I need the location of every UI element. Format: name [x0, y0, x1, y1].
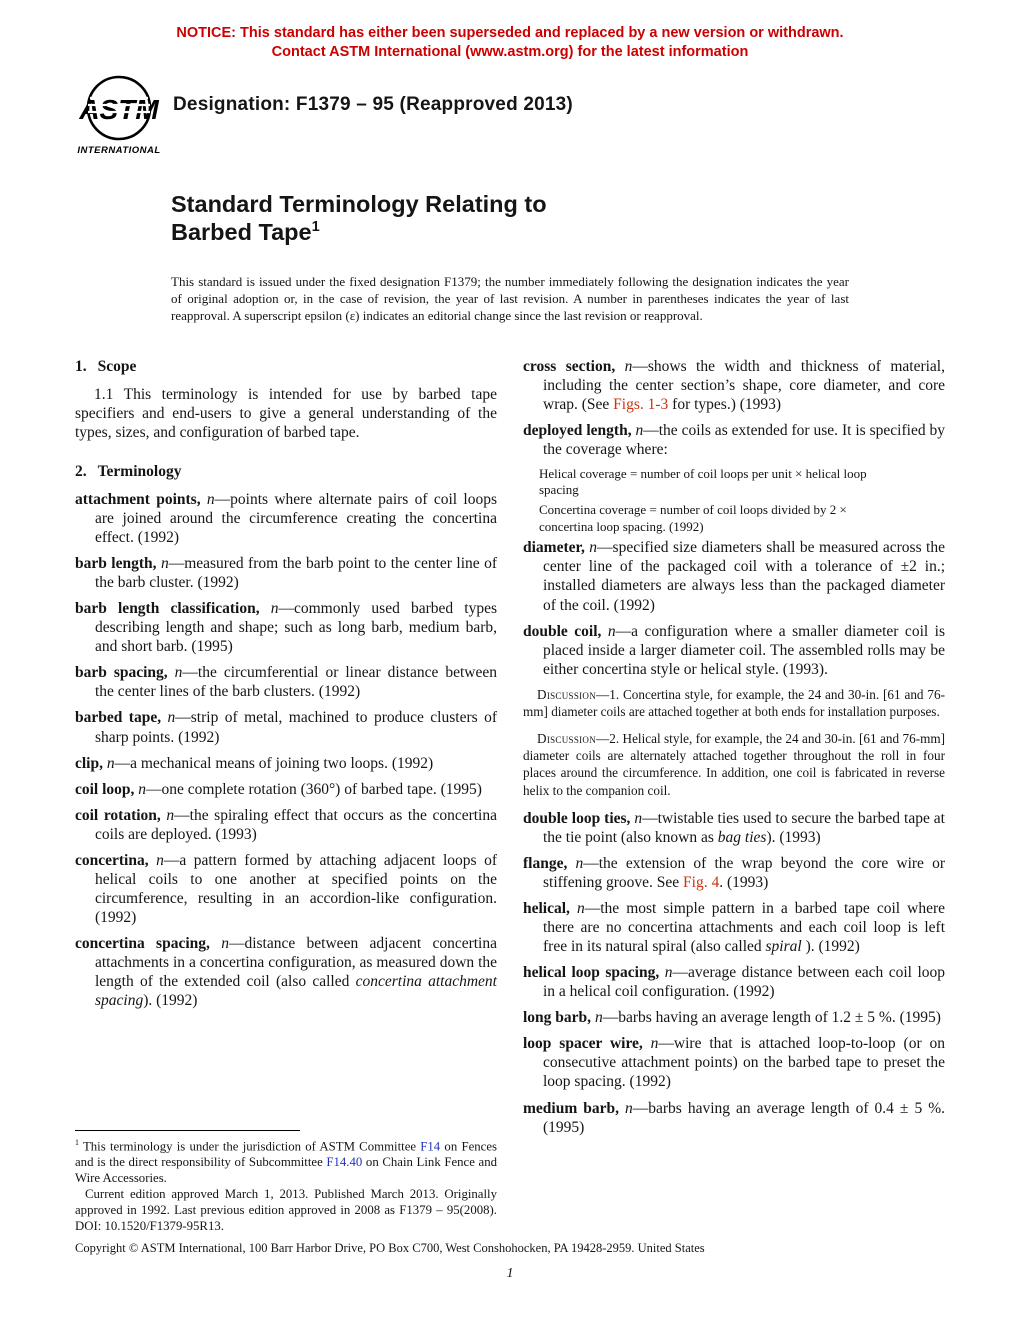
text-run: —average distance between each coil loop in a helical coil configuration. (1992): [543, 964, 946, 1001]
term-entry: [523, 963, 945, 1001]
section-number: 2.: [75, 462, 87, 480]
text-run: Discussion: [537, 686, 597, 702]
text-run: on Fences and is the direct responsibility of Subcommittee: [75, 1138, 497, 1169]
text-run: on Chain Link Fence and Wire Accessories.: [75, 1154, 497, 1186]
left-column: [75, 357, 497, 1235]
text-run: n: [635, 421, 644, 439]
text-run: Concertina coverage = number of coil loops divided by 2 × concertina loop spacing. (1992): [539, 502, 847, 534]
text-run: 1: [75, 1137, 79, 1147]
text-run: —barbs having an average length of 1.2 ± 5 %. (1995): [602, 1009, 941, 1027]
term-entry: [523, 1099, 945, 1137]
text-run: —one complete rotation (360°) of barbed tape. (1995): [146, 780, 482, 798]
text-run: —barbs having an average length of 0.4 ± 5 %. (1995): [543, 1099, 945, 1136]
text-run: n: [634, 809, 643, 827]
text-run: n: [166, 806, 175, 824]
discussion-paragraph: [523, 686, 945, 720]
text-run: n: [607, 622, 616, 640]
text-run: n: [106, 754, 115, 772]
text-run: n: [594, 1009, 603, 1027]
text-run: n: [624, 357, 633, 375]
footnote: [75, 1130, 497, 1235]
text-run: Discussion: [537, 731, 597, 747]
term-entry: [75, 490, 497, 547]
text-run: concertina attachment spacing: [95, 973, 497, 1010]
text-run: —a configuration where a smaller diameter coil is placed inside a larger diameter coil. The assembled rolls may be either concertina style or helical style. (1993).: [543, 622, 945, 678]
term-entry: [75, 599, 497, 656]
term: long barb,: [523, 1009, 595, 1027]
text-run: —twistable ties used to secure the barbed tape at the tie point (also known as: [543, 809, 945, 846]
text-run: . (1993): [719, 873, 769, 891]
terminology-heading: [75, 462, 497, 481]
text-run: n: [650, 1035, 659, 1053]
right-column: [523, 357, 945, 1235]
ref-link[interactable]: Fig. 4: [683, 873, 720, 891]
text-run: spiral: [765, 938, 802, 956]
title-line-1: Standard Terminology Relating to: [171, 191, 547, 218]
text-run: —the extension of the wrap beyond the core wire or stiffening groove. See: [543, 854, 945, 891]
text-run: —wire that is attached loop-to-loop (or on consecutive attachment points) on the barbed tape to preset the loop spacing. (1992): [543, 1035, 945, 1091]
document-header: [0, 62, 1020, 163]
term-entry: [75, 934, 497, 1010]
terminology-entries-left: [75, 490, 497, 1018]
text-run: n: [576, 899, 585, 917]
term: concertina,: [75, 851, 157, 869]
term: double loop ties,: [523, 809, 635, 827]
ref-link[interactable]: F14.40: [326, 1154, 363, 1169]
term-entry: [75, 663, 497, 701]
section-label: Scope: [97, 357, 137, 375]
text-run: ). (1992): [143, 992, 198, 1010]
text-run: Helical coverage = number of coil loops per unit × helical loop spacing: [539, 465, 867, 498]
term: coil loop,: [75, 780, 139, 798]
text-run: n: [174, 664, 183, 682]
term-entry: [523, 1008, 945, 1027]
term: barbed tape,: [75, 709, 168, 727]
term-entry: [75, 708, 497, 746]
term: coil rotation,: [75, 806, 167, 824]
term-entry: [75, 780, 497, 799]
text-run: —a pattern formed by attaching adjacent loops of helical coils to one another at specified points on the circumference, resulting in an accordion-like configuration. (1992): [95, 851, 497, 927]
term-entry: [523, 421, 945, 459]
copyright-line: Copyright © ASTM International, 100 Barr Harbor Drive, PO Box C700, West Conshohocken, PA 19428-2959. United States: [75, 1241, 705, 1255]
text-run: n: [221, 935, 229, 953]
term: clip,: [75, 754, 107, 772]
text-run: —a mechanical means of joining two loops. (1992): [114, 754, 434, 772]
term: diameter,: [523, 539, 590, 557]
text-run: —the most simple pattern in a barbed tape coil where there are no concertina attachments and each coil loop is left free in its natural spiral (also called: [543, 899, 945, 956]
text-run: —the circumferential or linear distance between the center lines of the barb clusters. (1992): [95, 664, 497, 701]
text-run: n: [206, 490, 215, 508]
text-run: —points where alternate pairs of coil loops are joined around the circumference creating the concertina effect. (1992): [95, 490, 497, 546]
text-run: n: [270, 600, 279, 618]
term: helical loop spacing,: [523, 964, 665, 982]
term-entry: [523, 854, 945, 892]
text-run: —commonly used barbed types describing length and shape; such as long barb, medium barb, and short barb. (1995): [95, 600, 497, 656]
term-entry: [523, 357, 945, 414]
text-run: for types.) (1993): [668, 395, 782, 413]
term: deployed length,: [523, 421, 636, 439]
notice-line-2: Contact ASTM International (www.astm.org) for the latest information: [271, 44, 749, 61]
terminology-entries-right: [523, 357, 945, 1144]
title-footnote-ref: 1: [311, 219, 320, 236]
logo-letters: ASTM: [79, 94, 159, 126]
text-run: ). (1993): [766, 828, 821, 846]
formula-paragraph: [539, 502, 869, 535]
text-run: —the coils as extended for use. It is specified by the coverage where:: [543, 421, 946, 458]
formula-paragraph: [539, 466, 869, 499]
term: loop spacer wire,: [523, 1035, 651, 1053]
notice-line-1: NOTICE: This standard has either been superseded and replaced by a new version or withdrawn.: [176, 25, 844, 41]
term: attachment points,: [75, 490, 207, 508]
section-number: 1.: [75, 357, 87, 375]
term: barb length classification,: [75, 600, 271, 618]
discussion-paragraph: [523, 730, 945, 799]
footnote-edition: Current edition approved March 1, 2013. Published March 2013. Originally approved in 1992. Last previous edition approved in 2008 as F1379 – 95(2008). DOI: 10.1520/F1379-95R13.: [75, 1187, 497, 1234]
term: double coil,: [523, 622, 608, 640]
text-run: —shows the width and thickness of material, including the center section’s shape, core diameter, and core wrap. (See: [543, 357, 945, 413]
text-run: —strip of metal, machined to produce clusters of sharp points. (1992): [95, 709, 497, 746]
term-entry: [523, 1034, 945, 1091]
text-run: —1. Concertina style, for example, the 24 and 30-in. [61 and 76-mm] diameter coils are attached together at both ends for installation purposes.: [523, 686, 945, 719]
page-number: 1: [506, 1266, 514, 1281]
text-run: This terminology is under the jurisdiction of ASTM Committee: [78, 1138, 421, 1153]
term-entry: [75, 806, 497, 844]
document-title: [171, 191, 1020, 246]
designation-line: Designation: F1379 – 95 (Reapproved 2013): [173, 94, 573, 116]
text-run: n: [589, 539, 598, 557]
text-run: —the spiraling effect that occurs as the concertina coils are deployed. (1993): [95, 806, 497, 843]
term-entry: [523, 622, 945, 679]
section-label: Terminology: [97, 462, 182, 480]
term: helical,: [523, 899, 577, 917]
title-line-2: Barbed Tape: [171, 218, 312, 245]
ref-link[interactable]: Figs. 1-3: [613, 395, 669, 413]
footnote-rule: [75, 1130, 300, 1131]
text-run: n: [167, 709, 176, 727]
term: cross section,: [523, 357, 625, 375]
text-run: —distance between adjacent concertina attachments in a concertina configuration, as measured down the length of the extended coil (also called: [95, 935, 497, 991]
term-entry: [523, 538, 945, 614]
text-run: n: [156, 851, 164, 869]
term: barb length,: [75, 555, 161, 573]
text-run: —specified size diameters shall be measured across the center line of the packaged coil with a tolerance of ±2 in.; installed diameters are always less than the packaged diameter of the coil. (1992): [543, 539, 945, 614]
text-run: n: [160, 555, 169, 573]
term-entry: [75, 554, 497, 592]
text-run: n: [664, 964, 673, 982]
superseded-notice: [0, 0, 1020, 62]
term-entry: [523, 899, 945, 956]
logo-subtitle: INTERNATIONAL: [77, 145, 161, 157]
term: barb spacing,: [75, 664, 175, 682]
term-entry: [75, 851, 497, 927]
text-run: —measured from the barb point to the center line of the barb cluster. (1992): [95, 555, 497, 592]
scope-heading: [75, 357, 497, 376]
term-entry: [523, 809, 945, 847]
text-run: n: [138, 780, 147, 798]
text-run: ). (1992): [801, 938, 860, 956]
footnote-jurisdiction: [75, 1138, 497, 1187]
text-run: bag ties: [717, 828, 767, 846]
term: medium barb,: [523, 1099, 626, 1117]
text-run: n: [575, 854, 584, 872]
two-column-body: [0, 357, 1020, 1235]
ref-link[interactable]: F14: [420, 1138, 441, 1153]
astm-logo-icon: [73, 74, 165, 163]
term: flange,: [523, 854, 576, 872]
text-run: n: [625, 1099, 633, 1117]
term: concertina spacing,: [75, 935, 222, 953]
issuance-paragraph: This standard is issued under the fixed designation F1379; the number immediately following the designation indicates the year of original adoption or, in the case of revision, the year of last revision. A number in parentheses indicates the year of last reapproval. A superscript epsilon (ε) indicates an editorial change since the last revision or reapproval.: [171, 273, 849, 324]
term-entry: [75, 754, 497, 773]
scope-paragraph: 1.1 This terminology is intended for use by barbed tape specifiers and end-users to give a general understanding of the types, sizes, and configuration of barbed tape.: [75, 385, 497, 441]
text-run: —2. Helical style, for example, the 24 and 30-in. [61 and 76-mm] diameter coils are alternately attached together throughout the roll in four places around the circumference. In addition, one coil is fabricated in reverse helix to the companion coil.: [523, 731, 945, 798]
